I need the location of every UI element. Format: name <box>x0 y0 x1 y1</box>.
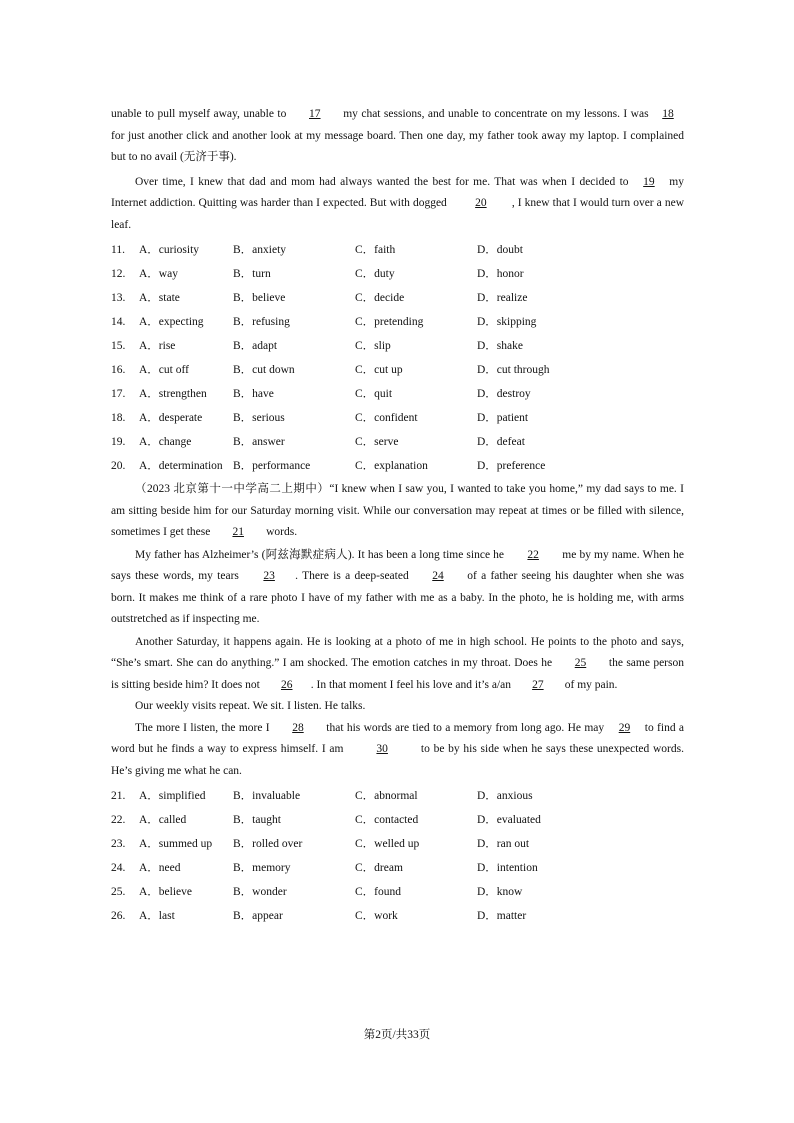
option-d: D．evaluated <box>477 814 541 826</box>
option-a: A．strengthen <box>139 388 207 400</box>
blank-26: 26 <box>280 678 293 691</box>
option-b: B．wonder <box>233 886 287 898</box>
option-b: B．adapt <box>233 340 278 352</box>
question-number: 19. <box>111 436 126 448</box>
option-c: C．contacted <box>355 814 419 826</box>
option-row <box>111 406 684 430</box>
text: The more I listen, the more I <box>135 721 273 734</box>
options-list-1 <box>111 238 684 478</box>
text: My father has Alzheimer’s (阿兹海默症病人). It has been a long time since he <box>135 548 508 561</box>
option-a: A．state <box>139 292 180 304</box>
option-a: A．desperate <box>139 412 203 424</box>
option-a: A．determination <box>139 460 223 472</box>
option-row <box>111 382 684 406</box>
option-c: C．work <box>355 910 398 922</box>
option-b: B．taught <box>233 814 281 826</box>
option-a: A．change <box>139 436 192 448</box>
text: , I knew that I would turn over a new leaf. <box>111 197 684 231</box>
blank-28: 28 <box>292 721 304 734</box>
option-a: A．last <box>139 910 175 922</box>
text: words. <box>263 526 298 538</box>
option-c: C．pretending <box>355 316 424 328</box>
text: to find a word but he finds a way to express himself. I am <box>111 721 685 755</box>
option-b: B．answer <box>233 436 285 448</box>
option-d: D．ran out <box>477 838 530 850</box>
option-a: A．believe <box>139 886 193 898</box>
option-d: D．skipping <box>477 316 537 328</box>
options-list-2 <box>111 784 684 928</box>
passage1-paragraph1 <box>111 104 684 169</box>
option-d: D．patient <box>477 412 529 424</box>
text: （2023 北京第十一中学高二上期中）“I knew when I saw you, I wanted to take you home,” my dad says to me. I am sitting beside him for our Saturday morning visit. While our conversation may repeat at times or be filled with silence, sometimes I get these <box>111 483 684 538</box>
option-c: C．serve <box>355 436 399 448</box>
question-number: 21. <box>111 790 126 802</box>
option-b: B．turn <box>233 268 271 280</box>
option-d: D．defeat <box>477 436 525 448</box>
text: for just another click and another look at my message board. Then one day, my father took away my laptop. I complained but to no avail (无济于事). <box>111 129 684 163</box>
option-b: B．performance <box>233 460 311 472</box>
option-c: C．confident <box>355 412 418 424</box>
option-a: A．rise <box>139 340 176 352</box>
option-row <box>111 832 684 856</box>
passage2-paragraph5 <box>111 718 684 783</box>
blank-17: 17 <box>309 108 321 120</box>
option-b: B．believe <box>233 292 286 304</box>
option-row <box>111 334 684 358</box>
option-c: C．faith <box>355 244 396 256</box>
text: . There is a deep-seated <box>295 570 413 582</box>
option-c: C．slip <box>355 340 391 352</box>
option-c: C．found <box>355 886 401 898</box>
question-number: 16. <box>111 364 126 376</box>
option-d: D．doubt <box>477 244 523 256</box>
passage2-paragraph3 <box>111 632 684 697</box>
option-c: C．decide <box>355 292 405 304</box>
option-row <box>111 856 684 880</box>
option-row <box>111 310 684 334</box>
option-d: D．honor <box>477 268 524 280</box>
option-c: C．welled up <box>355 838 420 850</box>
question-number: 26. <box>111 910 126 922</box>
option-c: C．abnormal <box>355 790 418 802</box>
blank-30: 30 <box>376 743 388 755</box>
text: Another Saturday, it happens again. He is looking at a photo of me in high school. He points to the photo and says, “She’s smart. She can do anything.” I am shocked. The emotion catches in my throat. Does he <box>111 635 684 669</box>
option-row <box>111 454 684 478</box>
document-page <box>111 104 684 928</box>
passage1-paragraph2 <box>111 172 684 237</box>
option-b: B．have <box>233 388 274 400</box>
question-number: 24. <box>111 862 126 874</box>
option-a: A．called <box>139 814 187 826</box>
question-number: 22. <box>111 814 126 826</box>
text: . In that moment I feel his love and it’s a/an <box>310 678 514 691</box>
question-number: 18. <box>111 412 126 424</box>
option-d: D．shake <box>477 340 523 352</box>
text: my Internet addiction. Quitting was harder than I expected. But with dogged <box>111 175 684 209</box>
option-a: A．simplified <box>139 790 206 802</box>
question-number: 23. <box>111 838 126 850</box>
question-number: 15. <box>111 340 126 352</box>
option-b: B．refusing <box>233 316 290 328</box>
text: me by my name. When he says these words, my tears <box>111 548 684 582</box>
option-a: A．way <box>139 268 178 280</box>
option-b: B．anxiety <box>233 244 287 256</box>
option-c: C．dream <box>355 862 403 874</box>
option-c: C．quit <box>355 388 393 400</box>
option-row <box>111 904 684 928</box>
text: Over time, I knew that dad and mom had always wanted the best for me. That was when I decided to <box>135 175 633 188</box>
option-a: A．cut off <box>139 364 189 376</box>
option-a: A．curiosity <box>139 244 200 256</box>
blank-19: 19 <box>643 175 655 188</box>
question-number: 14. <box>111 316 126 328</box>
blank-22: 22 <box>527 548 539 561</box>
blank-25: 25 <box>574 657 587 669</box>
option-d: D．cut through <box>477 364 550 376</box>
text: to be by his side when he says these unexpected words. He’s giving me what he can. <box>111 743 684 777</box>
text: that his words are tied to a memory from long ago. He may <box>322 721 608 734</box>
passage2-paragraph2 <box>111 545 684 631</box>
option-d: D．intention <box>477 862 538 874</box>
option-a: A．expecting <box>139 316 204 328</box>
blank-27: 27 <box>532 678 544 691</box>
blank-24: 24 <box>432 570 444 582</box>
option-row <box>111 430 684 454</box>
option-b: B．serious <box>233 412 285 424</box>
question-number: 20. <box>111 460 126 472</box>
option-row <box>111 262 684 286</box>
option-c: C．duty <box>355 268 395 280</box>
option-c: C．cut up <box>355 364 403 376</box>
option-d: D．destroy <box>477 388 531 400</box>
option-c: C．explanation <box>355 460 428 472</box>
option-d: D．know <box>477 886 523 898</box>
question-number: 12. <box>111 268 126 280</box>
text: my chat sessions, and unable to concentrate on my lessons. I was <box>339 108 652 120</box>
option-b: B．appear <box>233 910 283 922</box>
option-b: B．cut down <box>233 364 295 376</box>
question-number: 13. <box>111 292 126 304</box>
question-number: 25. <box>111 886 126 898</box>
text: of a father seeing his daughter when she was born. It makes me think of a rare photo I have of my father with me as a baby. In the photo, he is holding me, with arms outstretched as if inspecting me. <box>111 570 684 625</box>
option-b: B．rolled over <box>233 838 303 850</box>
blank-21: 21 <box>232 526 244 538</box>
option-row <box>111 784 684 808</box>
option-row <box>111 880 684 904</box>
page-footer: 第2页/共33页 <box>363 1029 431 1041</box>
blank-18: 18 <box>662 108 674 120</box>
blank-23: 23 <box>263 570 275 582</box>
option-d: D．preference <box>477 460 546 472</box>
option-d: D．matter <box>477 910 527 922</box>
option-row <box>111 286 684 310</box>
text: of my pain. <box>561 678 618 691</box>
option-row <box>111 358 684 382</box>
passage2-paragraph4: Our weekly visits repeat. We sit. I listen. He talks. <box>135 700 366 712</box>
blank-29: 29 <box>618 721 631 734</box>
option-d: D．realize <box>477 292 528 304</box>
option-b: B．invaluable <box>233 790 301 802</box>
option-row <box>111 808 684 832</box>
passage2-paragraph1 <box>111 479 684 544</box>
option-d: D．anxious <box>477 790 533 802</box>
text: the same person is sitting beside him? It does not <box>111 657 684 691</box>
option-a: A．summed up <box>139 838 213 850</box>
question-number: 17. <box>111 388 126 400</box>
option-row <box>111 238 684 262</box>
option-a: A．need <box>139 862 181 874</box>
blank-20: 20 <box>475 197 487 209</box>
option-b: B．memory <box>233 862 291 874</box>
question-number: 11. <box>111 244 125 256</box>
text: unable to pull myself away, unable to <box>111 108 290 120</box>
